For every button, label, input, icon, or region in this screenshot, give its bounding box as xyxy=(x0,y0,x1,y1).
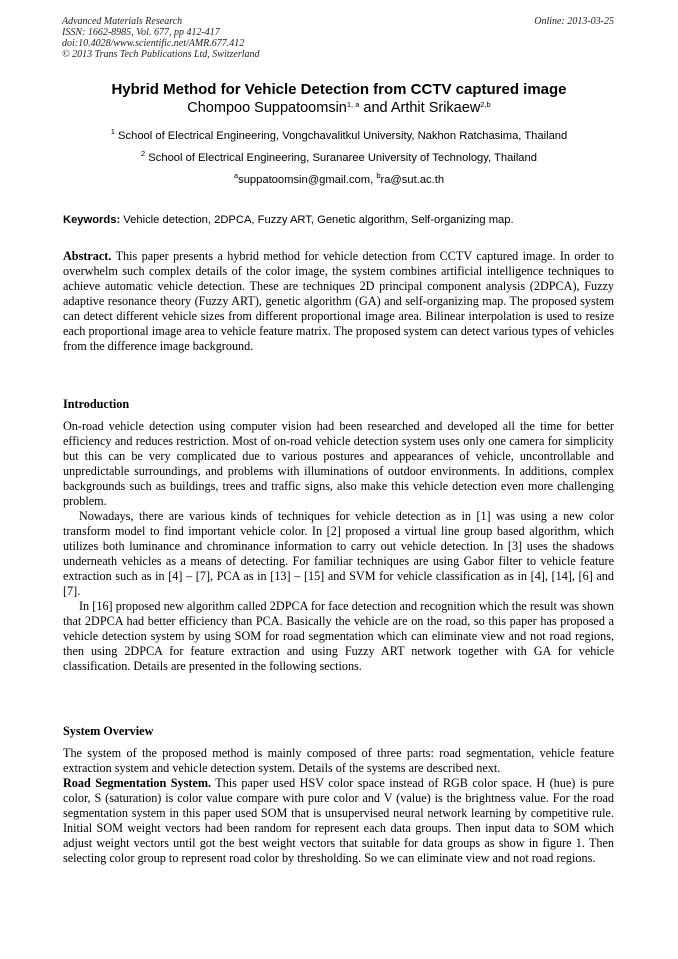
system-overview-paragraph-1: The system of the proposed method is mainly composed of three parts: road segmentation, vehicle feature extraction system and vehicle detection system. Details of the systems are described next. xyxy=(63,746,614,775)
author-line xyxy=(0,99,678,117)
affiliation-1-sup: 1 xyxy=(110,127,115,136)
journal-header xyxy=(62,16,260,60)
road-segmentation-text: This paper used HSV color space instead of RGB color space. H (hue) is pure color, S (saturation) is color value compare with pure color and V (value) is the brightness value. For the road segmentation system in this paper used SOM that is unsupervised neural network learning by competitive rule. Initial SOM weight vectors had been random for represent each data groups. Then input data to SOM which adjust weight vectors until got the best weight vectors that suitable for data groups as show in figure 1. Then selecting color group to represent road color by thresholding. So we can eliminate view and not road regions. xyxy=(63,776,614,865)
road-segmentation-paragraph xyxy=(63,776,614,866)
email-a-sup: a xyxy=(233,171,239,180)
journal-name: Advanced Materials Research xyxy=(62,16,183,27)
system-overview-heading: System Overview xyxy=(63,724,154,738)
keywords-label: Keywords: xyxy=(63,214,121,226)
email-b-sup: b xyxy=(376,171,381,180)
abstract xyxy=(63,249,614,354)
author-and: and xyxy=(359,100,391,116)
road-segmentation-label: Road Segmentation System. xyxy=(63,776,212,790)
abstract-text: This paper presents a hybrid method for vehicle detection from CCTV captured image. In order to overwhelm such complex details of the color image, the system combines artificial intelligence techniques to achieve automatic vehicle detection. These are techniques 2D principal component analysis (2DPCA), Fuzzy adaptive resonance theory (Fuzzy ART), genetic algorithm (GA) and self-organizing map. The proposed system can detect different vehicle sizes from different proportional image area. Bilinear interpolation is used to resize each proportional image area to vehicle feature matrix. The proposed system can detect various types of vehicles from the difference image background. xyxy=(63,249,614,353)
introduction-paragraph-2: Nowadays, there are various kinds of techniques for vehicle detection as in [1] was using a new color transform model to find important vehicle color. In [2] proposed a virtual line group based algorithm, which utilizes both luminance and chrominance information to carry out vehicle detection. In [3] uses the shadows underneath vehicles as a means of detecting. For familiar techniques are using Gabor filter to vehicle feature extraction such as in [4] – [7], PCA as in [13] – [15] and SVM for vehicle classification as in [4], [14], [6] and [7]. xyxy=(63,509,614,598)
issn: ISSN: 1662-8985, Vol. 677, pp 412-417 xyxy=(62,27,220,38)
email-b: ra@sut.ac.th xyxy=(380,174,445,186)
keywords xyxy=(63,213,514,227)
introduction-heading: Introduction xyxy=(63,397,130,411)
system-overview-body xyxy=(63,746,614,866)
affiliation-2-text: School of Electrical Engineering, Suranaree University of Technology, Thailand xyxy=(145,152,537,164)
author-1-sup: 1, a xyxy=(346,100,360,109)
affiliation-1 xyxy=(0,129,678,143)
author-2-sup: 2,b xyxy=(480,100,491,109)
affiliation-1-text: School of Electrical Engineering, Vongchavalitkul University, Nakhon Ratchasima, Thailand xyxy=(114,130,568,142)
copyright: © 2013 Trans Tech Publications Ltd, Switzerland xyxy=(62,49,260,60)
affiliation-2-sup: 2 xyxy=(141,149,146,158)
keywords-text: Vehicle detection, 2DPCA, Fuzzy ART, Genetic algorithm, Self-organizing map. xyxy=(120,214,514,226)
introduction-paragraph-3: In [16] proposed new algorithm called 2DPCA for face detection and recognition which the result was shown that 2DPCA had better efficiency than PCA. Basically the vehicle are on the road, so this paper has proposed a vehicle detection system by using SOM for road segmentation which can eliminate view and not road regions, then using 2DPCA for feature extraction and using Fuzzy ART network together with GA for vehicle classification. Details are presented in the following sections. xyxy=(63,599,614,673)
abstract-label: Abstract. xyxy=(63,249,112,263)
affiliation-2 xyxy=(0,151,678,165)
email-a: suppatoomsin@gmail.com, xyxy=(238,174,377,186)
introduction-body xyxy=(63,419,614,674)
doi: doi:10.4028/www.scientific.net/AMR.677.412 xyxy=(62,38,245,49)
emails xyxy=(0,173,678,187)
online-date: Online: 2013-03-25 xyxy=(534,16,614,27)
paper-title: Hybrid Method for Vehicle Detection from CCTV captured image xyxy=(111,81,567,98)
author-1: Chompoo Suppatoomsin xyxy=(187,100,347,116)
author-2: Arthit Srikaew xyxy=(390,100,481,116)
introduction-paragraph-1: On-road vehicle detection using computer vision had been researched and developed all the time for better efficiency and reduces restriction. Most of on-road vehicle detection system uses only one camera for simplicity but this can be very complicated due to various postures and appearances of vehicle, uncontrollable and unpredictable surroundings, and problems with illuminations of outdoor environments. In additions, complex backgrounds such as buildings, trees and traffic signs, also make this vehicle detection even more challenging problem. xyxy=(63,419,614,508)
